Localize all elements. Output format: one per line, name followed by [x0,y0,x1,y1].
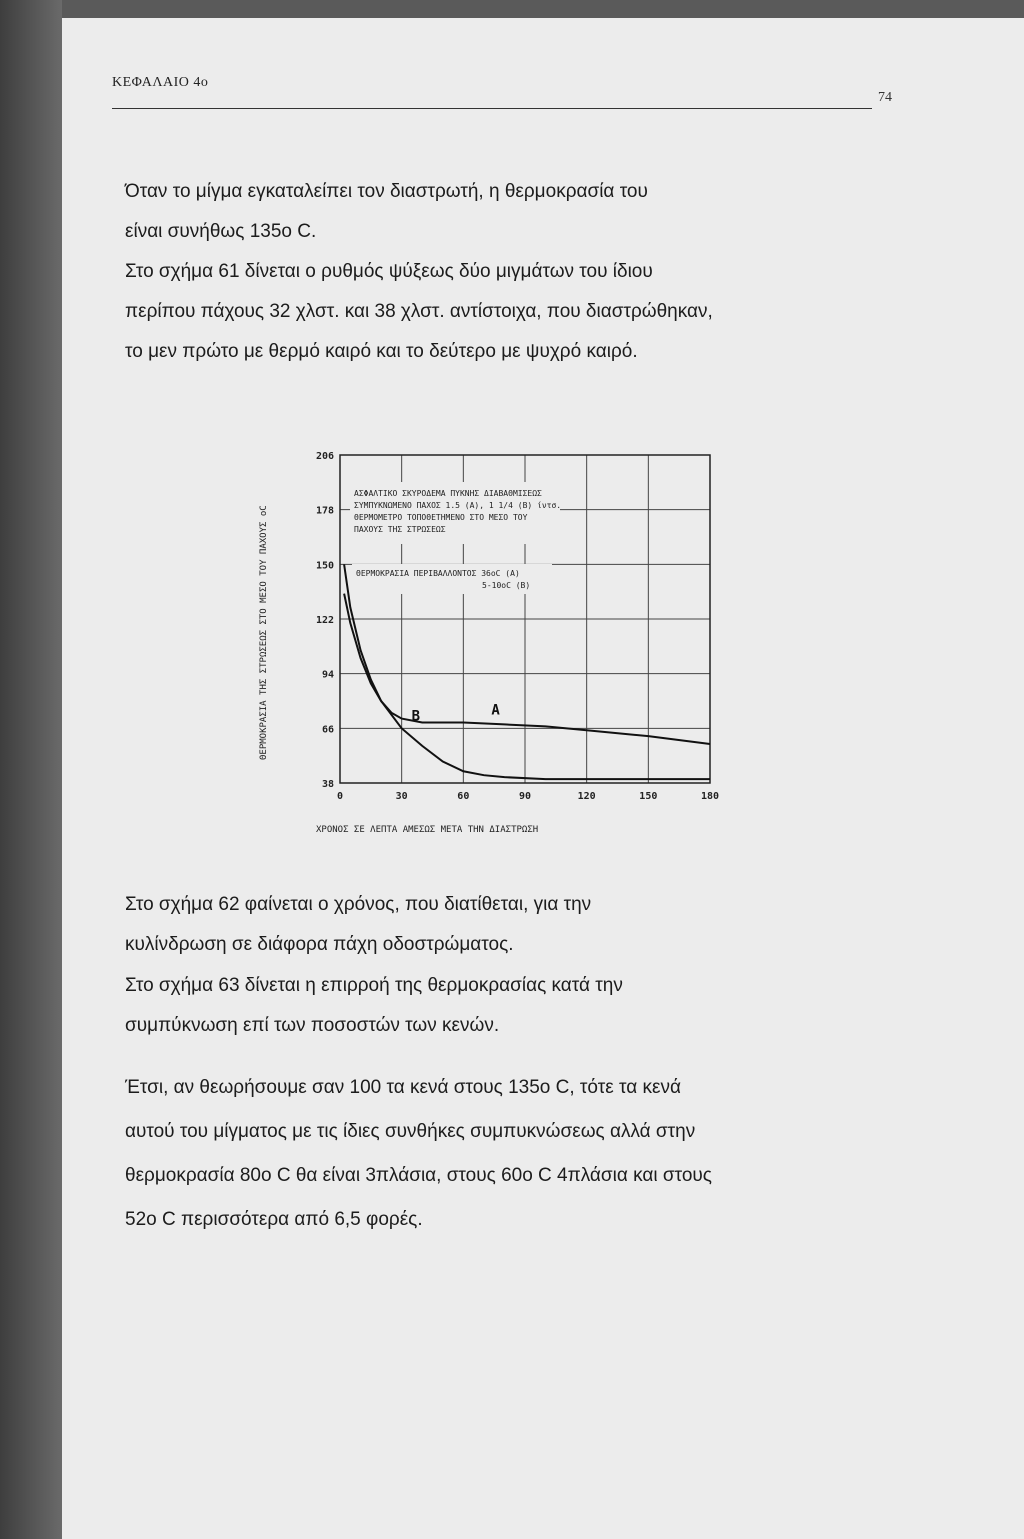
paragraph-1 [125,172,905,252]
series-line-a [344,594,710,744]
text-line: αυτού του μίγματος με τις ίδιες συνθήκες συμπυκνώσεως αλλά στην [125,1121,696,1142]
x-tick-label: 150 [639,791,658,802]
text-line: περίπου πάχους 32 χλστ. και 38 χλστ. αντίστοιχα, που διαστρώθηκαν, [125,301,713,322]
chart-note-6: 5-10oC (Β) [482,581,531,590]
y-tick-label: 94 [321,669,334,681]
text-line: Στο σχήμα 63 δίνεται η επιρροή της θερμοκρασίας κατά την [125,975,623,996]
y-tick-label: 150 [315,560,334,572]
text-line: Στο σχήμα 62 φαίνεται ο χρόνος, που διατίθεται, για την [125,894,592,915]
series-line-b [344,564,710,779]
chapter-title: ΚΕΦΑΛΑΙΟ 4ο [112,75,209,90]
page-header [112,60,892,109]
text-line: το μεν πρώτο με θερμό καιρό και το δεύτερο με ψυχρό καιρό. [125,341,638,362]
y-tick-labels [316,451,334,790]
y-tick-label: 206 [315,451,334,462]
y-tick-label: 122 [315,615,334,626]
x-tick-label: 180 [700,791,720,802]
paragraph-3 [125,885,895,965]
x-tick-label: 60 [457,791,470,802]
x-tick-label: 90 [518,791,532,802]
text-line: 52ο C περισσότερα από 6,5 φορές. [125,1209,423,1230]
text-line: θερμοκρασία 80ο C θα είναι 3πλάσια, στους 60ο C 4πλάσια και στους [125,1165,712,1186]
x-tick-label: 0 [336,791,344,802]
page-number: 74 [878,90,892,105]
series-label-b: B [411,708,421,725]
chart-note-4: ΠΑΧΟΥΣ ΤΗΣ ΣΤΡΩΣΕΩΣ [354,525,446,534]
chart-svg [236,440,736,840]
x-tick-label: 120 [577,791,596,802]
chart-note-5: ΘΕΡΜΟΚΡΑΣΙΑ ΠΕΡΙΒΑΛΛΟΝΤΟΣ 36oC (Α) [356,569,520,578]
paragraph-2 [125,252,905,372]
text-line: Στο σχήμα 61 δίνεται ο ρυθμός ψύξεως δύο μιγμάτων του ίδιου [125,261,653,282]
y-tick-label: 38 [321,779,334,790]
paragraph-5 [125,1066,895,1242]
text-line: συμπύκνωση επί των ποσοστών των κενών. [125,1015,500,1036]
y-axis-label: ΘΕΡΜΟΚΡΑΣΙΑ ΤΗΣ ΣΤΡΩΣΕΩΣ ΣΤΟ ΜΕΣΟ ΤΟΥ ΠΑΧΟΥΣ oC [259,505,269,760]
y-tick-label: 66 [321,724,334,736]
series-label-a: A [491,702,500,719]
cooling-rate-chart [236,440,736,840]
chart-note-1: ΑΣΦΑΛΤΙΚΟ ΣΚΥΡΟΔΕΜΑ ΠΥΚΝΗΣ ΔΙΑΒΑΘΜΙΣΕΩΣ [354,489,542,498]
x-tick-labels [337,791,719,802]
chart-note-3: ΘΕΡΜΟΜΕΤΡΟ ΤΟΠΟΘΕΤΗΜΕΝΟ ΣΤΟ ΜΕΣΟ ΤΟΥ [354,513,528,522]
text-line: κυλίνδρωση σε διάφορα πάχη οδοστρώματος. [125,934,514,955]
y-tick-label: 178 [315,505,334,517]
x-tick-label: 30 [395,791,408,802]
chart-note-2: ΣΥΜΠΥΚΝΩΜΕΝΟ ΠΑΧΟΣ 1.5 (Α), 1 1/4 (Β) ίντσ. [354,501,562,510]
text-line: Όταν το μίγμα εγκαταλείπει τον διαστρωτή, η θερμοκρασία του [125,181,648,202]
paragraph-4 [125,966,895,1046]
page-edge-shadow [0,0,62,1539]
text-line: είναι συνήθως 135ο C. [125,221,317,242]
chart-series [344,564,710,779]
x-axis-label: ΧΡΟΝΟΣ ΣΕ ΛΕΠΤΑ ΑΜΕΣΩΣ ΜΕΤΑ ΤΗΝ ΔΙΑΣΤΡΩΣΗ [316,825,539,835]
text-line: Έτσι, αν θεωρήσουμε σαν 100 τα κενά στους 135ο C, τότε τα κενά [125,1077,681,1098]
